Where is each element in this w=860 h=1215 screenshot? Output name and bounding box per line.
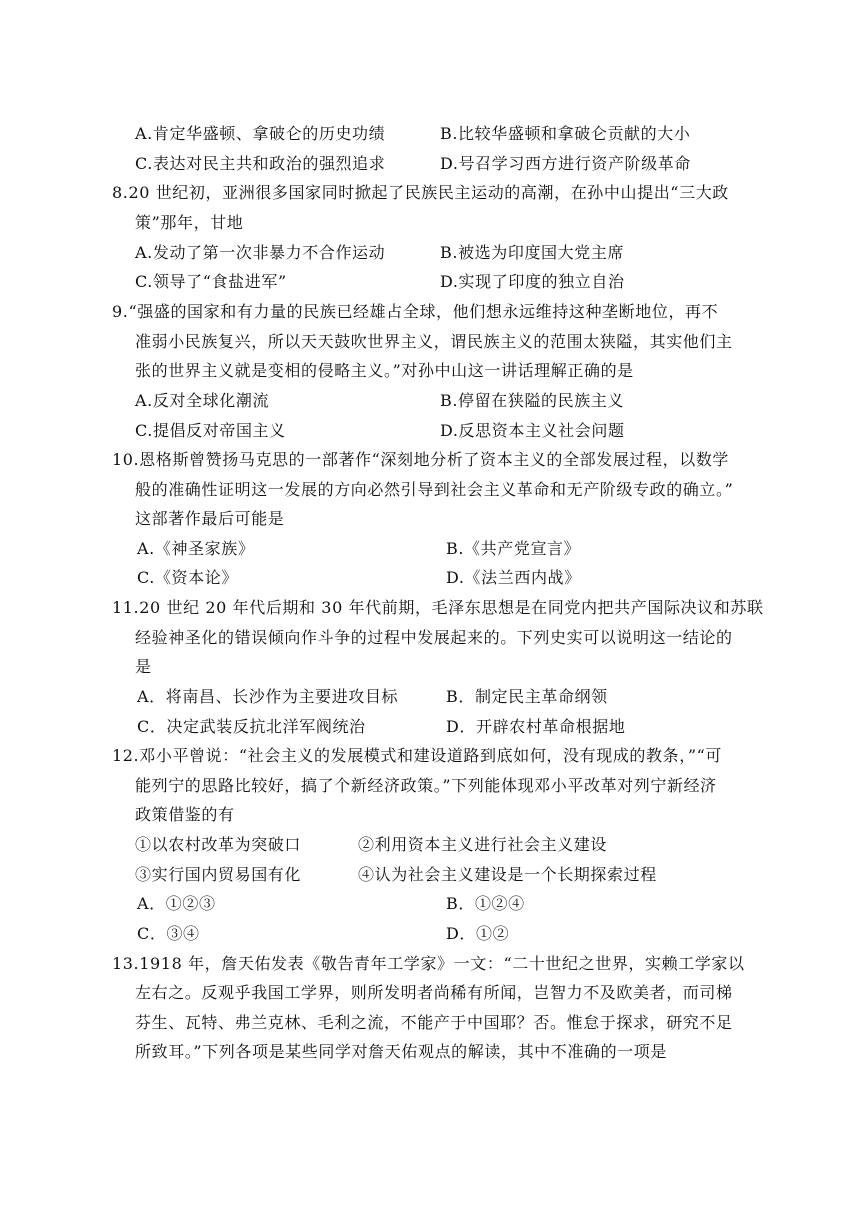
q10-option-b: B.《共产党宣言》 bbox=[446, 539, 581, 558]
q11-option-d: D．开辟农村革命根据地 bbox=[446, 717, 626, 736]
q12-item-3: ③实行国内贸易国有化 bbox=[135, 865, 302, 884]
q11-stem-line-2: 经验神圣化的错误倾向作斗争的过程中发展起来的。下列史实可以说明这一结论的 bbox=[135, 628, 733, 647]
q8-stem-line-1: 8.20 世纪初，亚洲很多国家同时掀起了民族民主运动的高潮，在孙中山提出“三大政 bbox=[112, 183, 729, 202]
q8-option-a: A.发动了第一次非暴力不合作运动 bbox=[135, 243, 386, 262]
q12-stem-line-3: 政策借鉴的有 bbox=[135, 805, 235, 824]
q12-option-a: A．①②③ bbox=[137, 894, 216, 913]
q10-option-a: A.《神圣家族》 bbox=[137, 539, 255, 558]
q11-stem-line-1: 11.20 世纪 20 年代后期和 30 年代前期，毛泽东思想是在同党内把共产国际决议和苏联 bbox=[112, 598, 764, 617]
q8-stem-line-2: 策”那年，甘地 bbox=[135, 213, 244, 232]
q7-option-d: D.号召学习西方进行资产阶级革命 bbox=[440, 154, 691, 173]
q10-stem-line-3: 这部著作最后可能是 bbox=[135, 509, 285, 528]
q8-option-c: C.领导了“食盐进军” bbox=[135, 272, 287, 291]
q12-item-4: ④认为社会主义建设是一个长期探索过程 bbox=[358, 865, 657, 884]
q9-option-c: C.提倡反对帝国主义 bbox=[135, 421, 286, 440]
q13-stem-line-4: 所致耳。”下列各项是某些同学对詹天佑观点的解读，其中不准确的一项是 bbox=[135, 1042, 667, 1061]
q7-option-c: C.表达对民主共和政治的强烈追求 bbox=[135, 154, 386, 173]
q12-item-1: ①以农村改革为突破口 bbox=[135, 835, 302, 854]
q11-option-b: B．制定民主革命纲领 bbox=[446, 687, 608, 706]
q11-stem-line-3: 是 bbox=[135, 657, 152, 676]
q10-stem-line-2: 般的准确性证明这一发展的方向必然引导到社会主义革命和无产阶级专政的确立。” bbox=[135, 480, 734, 499]
q11-option-a: A．将南昌、长沙作为主要进攻目标 bbox=[137, 687, 399, 706]
q13-stem-line-2: 左右之。反观乎我国工学界，则所发明者尚稀有所闻，岂智力不及欧美者，而司梯 bbox=[135, 983, 733, 1002]
q12-item-2: ②利用资本主义进行社会主义建设 bbox=[358, 835, 608, 854]
q9-stem-line-1: 9.“强盛的国家和有力量的民族已经雄占全球，他们想永远维持这种垄断地位，再不 bbox=[112, 302, 719, 321]
q11-option-c: C．决定武装反抗北洋军阀统治 bbox=[137, 717, 366, 736]
q10-stem-line-1: 10.恩格斯曾赞扬马克思的一部著作“深刻地分析了资本主义的全部发展过程，以数学 bbox=[112, 450, 730, 469]
q8-option-b: B.被选为印度国大党主席 bbox=[440, 243, 625, 262]
q12-stem-line-2: 能列宁的思路比较好，搞了个新经济政策。”下列能体现邓小平改革对列宁新经济 bbox=[135, 776, 717, 795]
q12-option-c: C．③④ bbox=[137, 924, 200, 943]
q8-option-d: D.实现了印度的独立自治 bbox=[440, 272, 625, 291]
q9-option-a: A.反对全球化潮流 bbox=[135, 391, 270, 410]
q10-option-d: D.《法兰西内战》 bbox=[446, 568, 581, 587]
q12-stem-line-1: 12.邓小平曾说：“社会主义的发展模式和建设道路到底如何，没有现成的教条，”“可 bbox=[112, 746, 722, 765]
q9-stem-line-3: 张的世界主义就是变相的侵略主义。”对孙中山这一讲话理解正确的是 bbox=[135, 361, 634, 380]
q9-stem-line-2: 准弱小民族复兴，所以天天鼓吹世界主义，谓民族主义的范围太狭隘，其实他们主 bbox=[135, 332, 733, 351]
q12-option-b: B．①②④ bbox=[446, 894, 525, 913]
q9-option-b: B.停留在狭隘的民族主义 bbox=[440, 391, 625, 410]
q12-option-d: D．①② bbox=[446, 924, 510, 943]
q13-stem-line-3: 芬生、瓦特、弗兰克林、毛利之流，不能产于中国耶？否。惟怠于探求，研究不足 bbox=[135, 1013, 733, 1032]
q7-option-a: A.肯定华盛顿、拿破仑的历史功绩 bbox=[135, 124, 386, 143]
q9-option-d: D.反思资本主义社会问题 bbox=[440, 421, 625, 440]
q10-option-c: C.《资本论》 bbox=[137, 568, 238, 587]
q13-stem-line-1: 13.1918 年，詹天佑发表《敬告青年工学家》一文：“二十世纪之世界，实赖工学家以 bbox=[112, 954, 745, 973]
q7-option-b: B.比较华盛顿和拿破仑贡献的大小 bbox=[440, 124, 691, 143]
